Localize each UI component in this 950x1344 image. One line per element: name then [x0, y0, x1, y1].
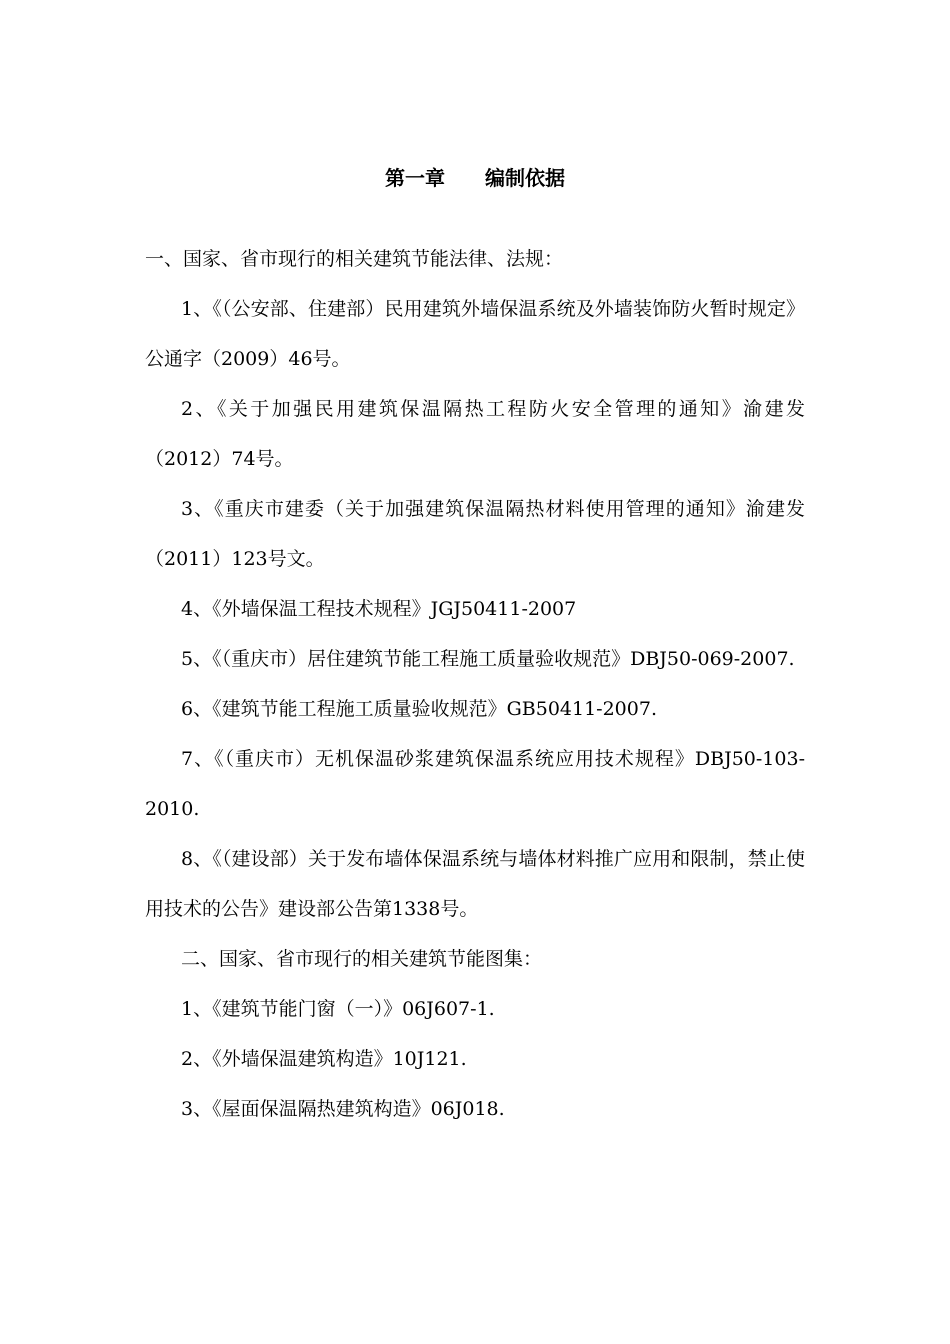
- law-item-3: 3、《重庆市建委（关于加强建筑保温隔热材料使用管理的通知》渝建发（2011）123号文。: [145, 498, 805, 570]
- law-item-1: 1、《（公安部、住建部）民用建筑外墙保温系统及外墙装饰防火暂时规定》公通字（2009）46号。: [145, 298, 805, 370]
- atlas-item-3: 3、《屋面保温隔热建筑构造》06J018.: [181, 1098, 505, 1120]
- law-item-6: 6、《建筑节能工程施工质量验收规范》GB50411-2007.: [181, 698, 657, 720]
- document-body: [145, 234, 805, 1134]
- section-heading-laws: 一、国家、省市现行的相关建筑节能法律、法规：: [145, 248, 564, 270]
- section-heading-atlases: 二、国家、省市现行的相关建筑节能图集：: [181, 948, 543, 970]
- law-item-4: 4、《外墙保温工程技术规程》JGJ50411-2007: [181, 598, 577, 620]
- law-item-5: 5、《（重庆市）居住建筑节能工程施工质量验收规范》DBJ50-069-2007.: [181, 648, 795, 670]
- law-item-2: 2、《关于加强民用建筑保温隔热工程防火安全管理的通知》渝建发（2012）74号。: [145, 398, 805, 470]
- law-item-8: 8、《（建设部）关于发布墙体保温系统与墙体材料推广应用和限制，禁止使用技术的公告》建设部公告第1338号。: [145, 848, 805, 920]
- law-item-7: 7、《（重庆市）无机保温砂浆建筑保温系统应用技术规程》DBJ50-103-2010.: [145, 748, 805, 820]
- atlas-item-1: 1、《建筑节能门窗（一）》06J607-1.: [181, 998, 495, 1020]
- chapter-title: 第一章 编制依据: [385, 166, 565, 190]
- atlas-item-2: 2、《外墙保温建筑构造》10J121.: [181, 1048, 467, 1070]
